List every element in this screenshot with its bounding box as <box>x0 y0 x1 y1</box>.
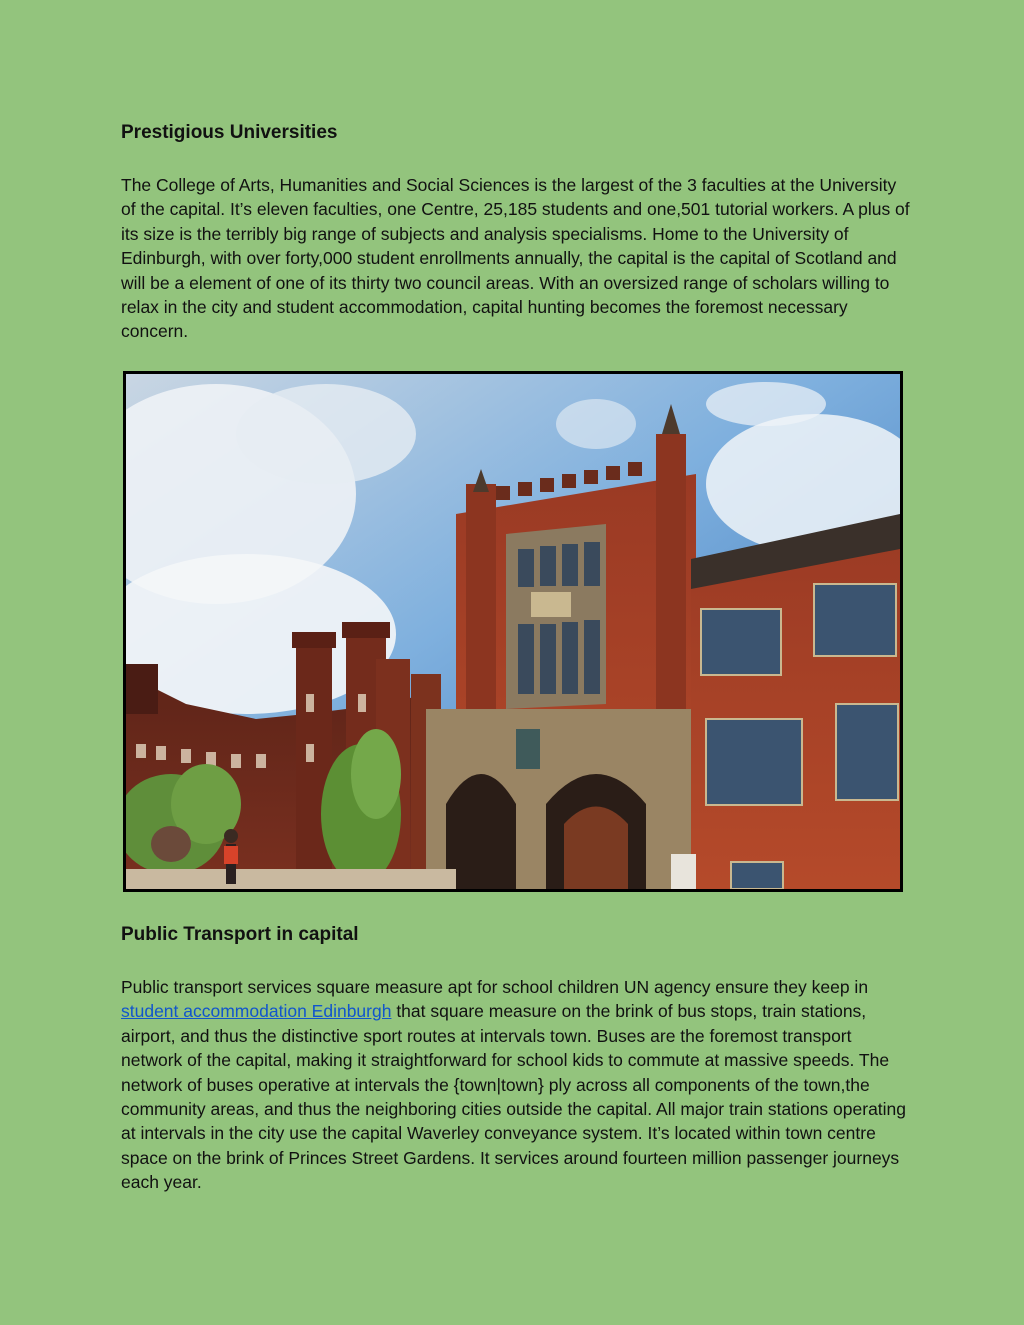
section-body-transport <box>121 975 911 1195</box>
university-building-photo <box>123 371 903 892</box>
student-accommodation-link[interactable]: student accommodation Edinburgh <box>121 1001 392 1022</box>
section-heading-universities: Prestigious Universities <box>121 122 338 143</box>
transport-text-before-link: Public transport services square measure apt for school children UN agency ensure they keep in <box>121 977 869 997</box>
section-heading-transport: Public Transport in capital <box>121 924 359 945</box>
building-illustration <box>126 374 900 889</box>
transport-text-after-link: that square measure on the brink of bus stops, train stations, airport, and thus the distinctive sport routes at intervals town. Buses are the foremost transport network of the capital, making it straightforward for school kids to commute at massive speeds. The network of buses operative at intervals the {town|town} ply across all components of the town,the community areas, and thus the neighboring cities outside the capital. All major train stations operating at intervals in the city use the capital Waverley conveyance system. It’s located within town centre space on the brink of Princes Street Gardens. It services around fourteen million passenger journeys each year. <box>121 1001 907 1193</box>
section-body-universities: The College of Arts, Humanities and Social Sciences is the largest of the 3 faculties at the University of the capital. It’s eleven faculties, one Centre, 25,185 students and one,501 tutorial workers. A plus of its size is the terribly big range of subjects and analysis specialisms. Home to the University of Edinburgh, with over forty,000 student enrollments annually, the capital is the capital of Scotland and will be a element of one of its thirty two council areas. With an oversized range of scholars willing to relax in the city and student accommodation, capital hunting becomes the foremost necessary concern. <box>121 175 910 342</box>
